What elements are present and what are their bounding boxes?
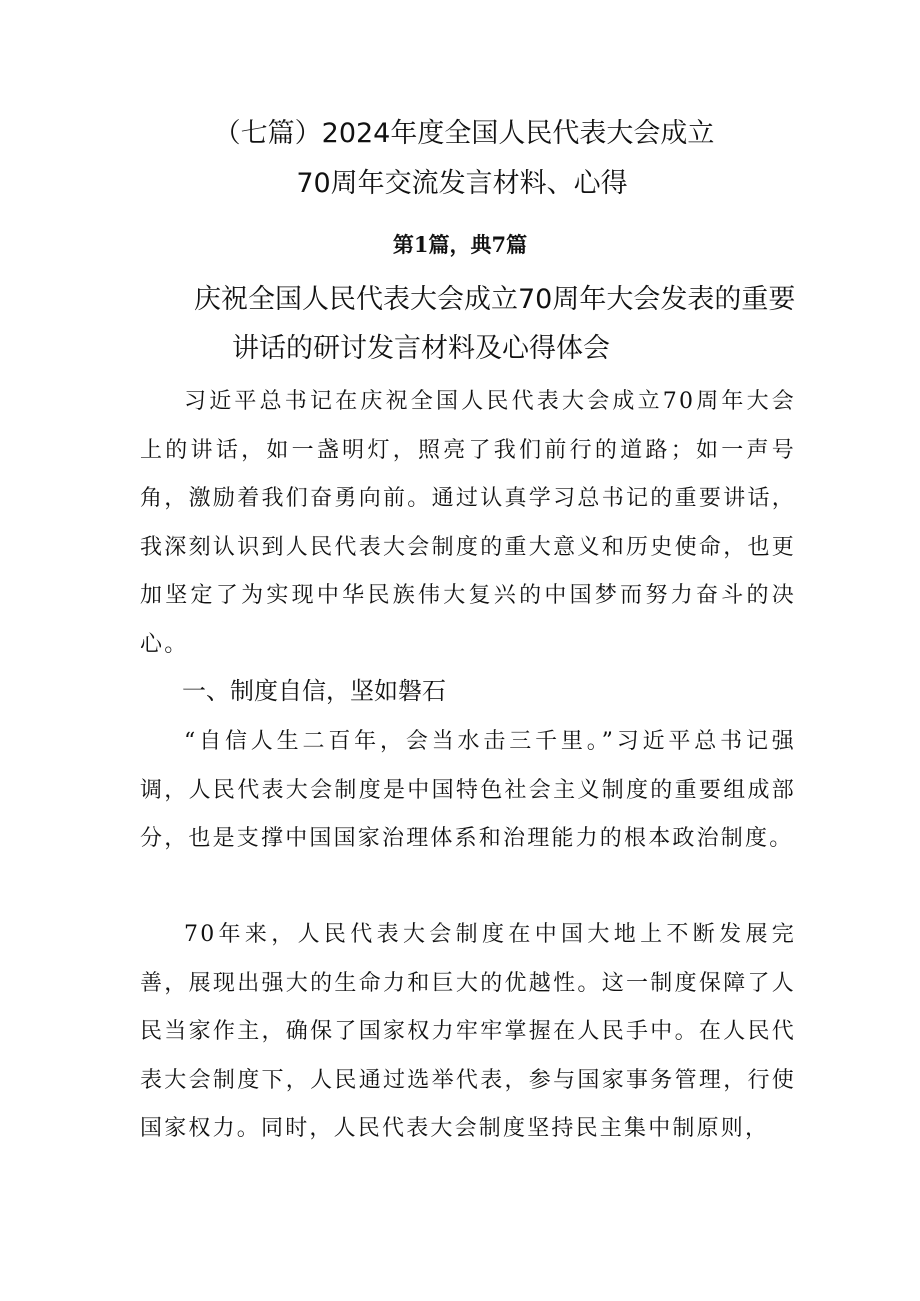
document-subtitle: 第1篇，典7篇 — [392, 232, 528, 257]
paragraph-intro: 习近平总书记在庆祝全国人民代表大会成立70周年大会上的讲话，如一盏明灯，照亮了我们前行的道路；如一声号角，激励着我们奋勇向前。通过认真学习总书记的重要讲话，我深刻认识到人民代表大会制度的重大意义和历史使命，也更加坚定了为实现中华民族伟大复兴的中国梦而努力奋斗的决心。 — [140, 389, 796, 657]
article-heading-line-1: 庆祝全国人民代表大会成立70周年大会发表的重要 — [194, 284, 796, 315]
document-title-line-2: 70周年交流发言材料、心得 — [296, 168, 628, 199]
paragraph-section1-quote: “自信人生二百年，会当水击三千里。”习近平总书记强调，人民代表大会制度是中国特色社会主义制度的重要组成部分，也是支撑中国国家治理体系和治理能力的根本政治制度。 — [140, 729, 796, 851]
section-heading-1: 一、制度自信，坚如磐石 — [182, 677, 446, 705]
document-title-line-1: （七篇）2024年度全国人民代表大会成立 — [213, 118, 715, 149]
paragraph-section1-body: 70年来，人民代表大会制度在中国大地上不断发展完善，展现出强大的生命力和巨大的优越性。这一制度保障了人民当家作主，确保了国家权力牢牢掌握在人民手中。在人民代表大会制度下，人民通过选举代表，参与国家事务管理，行使国家权力。同时，人民代表大会制度坚持民主集中制原则， — [140, 922, 796, 1141]
article-heading-line-2: 讲话的研讨发言材料及心得体会 — [232, 333, 610, 364]
